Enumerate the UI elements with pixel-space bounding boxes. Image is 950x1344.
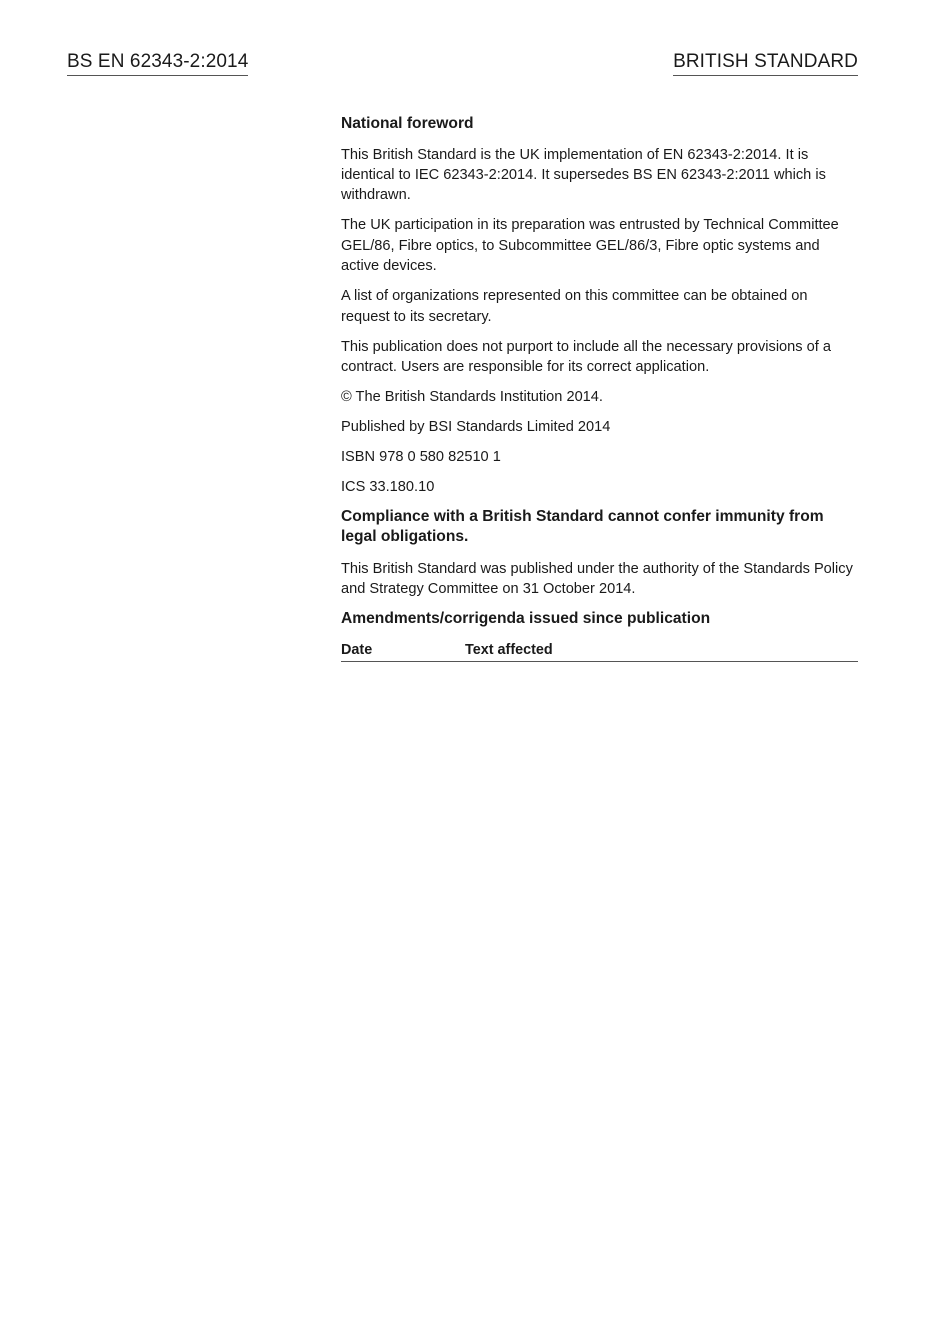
publisher-line: Published by BSI Standards Limited 2014 xyxy=(341,418,611,435)
column-header-date: Date xyxy=(341,640,465,662)
amendments-table xyxy=(341,640,858,662)
paragraph-participation: The UK participation in its preparation was entrusted by Technical Committee GEL/86, Fibre optics, to Subcommittee GEL/86/3, Fibre optic systems and active devices. xyxy=(341,217,839,275)
ics-line: ICS 33.180.10 xyxy=(341,478,435,495)
national-foreword-section xyxy=(341,114,858,662)
column-header-text-affected: Text affected xyxy=(465,640,858,662)
paragraph-organizations: A list of organizations represented on this committee can be obtained on request to its secretary. xyxy=(341,288,808,325)
paragraph-authority: This British Standard was published under the authority of the Standards Policy and Strategy Committee on 31 October 2014. xyxy=(341,560,853,598)
header-standard-number: BS EN 62343-2:2014 xyxy=(67,50,248,76)
compliance-heading: Compliance with a British Standard cannot confer immunity from legal obligations. xyxy=(341,507,824,546)
foreword-heading: National foreword xyxy=(341,115,474,132)
table-header-row xyxy=(341,640,858,662)
header-publication-type: BRITISH STANDARD xyxy=(673,50,858,76)
copyright-line: © The British Standards Institution 2014. xyxy=(341,388,603,405)
amendments-heading: Amendments/corrigenda issued since publication xyxy=(341,610,711,628)
paragraph-provisions: This publication does not purport to include all the necessary provisions of a contract. Users are responsible for its correct application. xyxy=(341,338,831,375)
paragraph-implementation: This British Standard is the UK implementation of EN 62343-2:2014. It is identical to IEC 62343-2:2014. It supersedes BS EN 62343-2:2011 which is withdrawn. xyxy=(341,146,826,204)
isbn-line: ISBN 978 0 580 82510 1 xyxy=(341,448,501,465)
